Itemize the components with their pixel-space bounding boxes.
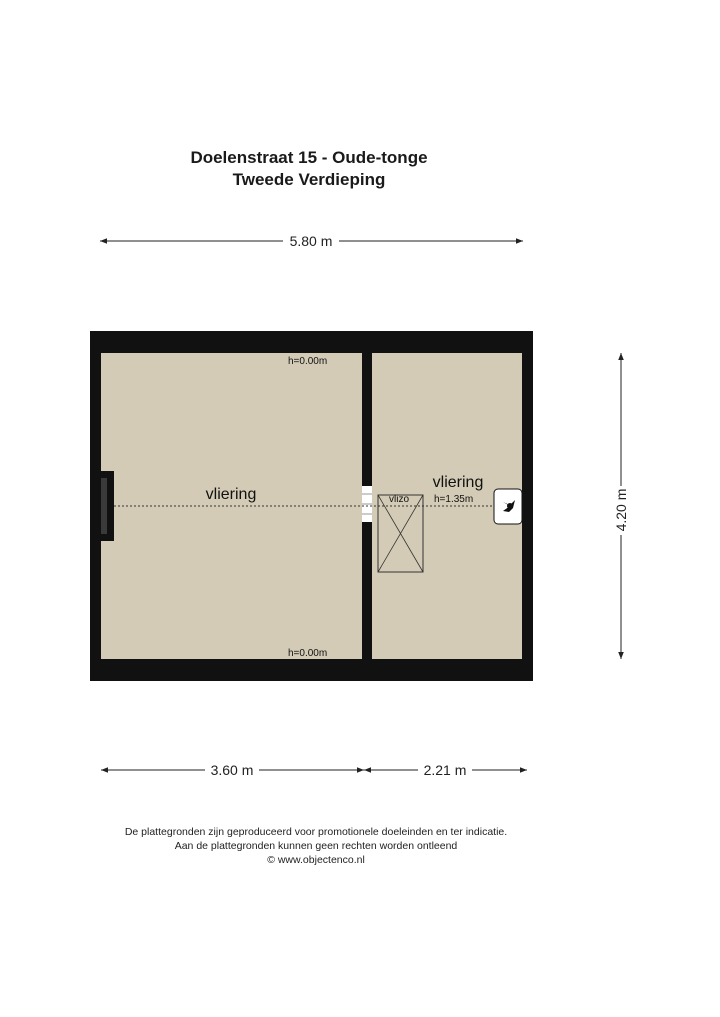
room-right-height: h=1.35m (434, 494, 474, 505)
dimension-top-label: 5.80 m (289, 233, 333, 249)
room-left-height-bottom: h=0.00m (288, 648, 328, 659)
dimension-top-width (100, 233, 523, 249)
dimension-bottom-right-label: 2.21 m (423, 762, 467, 778)
dimension-bottom-left (101, 762, 364, 778)
room-right-name: vliering (432, 474, 484, 491)
dimension-right-label: 4.20 m (613, 488, 629, 532)
room-left-height-top: h=0.00m (288, 356, 328, 367)
dimension-bottom-right (364, 762, 527, 778)
plan-title: Doelenstraat 15 - Oude-tonge (190, 148, 428, 167)
room-left-name: vliering (205, 486, 257, 503)
dimension-right-height (613, 353, 629, 659)
disclaimer-line-2: Aan de plattegronden kunnen geen rechten worden ontleend (174, 840, 458, 852)
plan-subtitle: Tweede Verdieping (232, 170, 386, 189)
vlizo-label: vlizo (389, 494, 410, 505)
copyright-link[interactable]: © www.objectenco.nl (267, 854, 365, 866)
disclaimer-line-1: De plattegronden zijn geproduceerd voor promotionele doeleinden en ter indicatie. (124, 826, 508, 838)
dimension-bottom-left-label: 3.60 m (210, 762, 254, 778)
